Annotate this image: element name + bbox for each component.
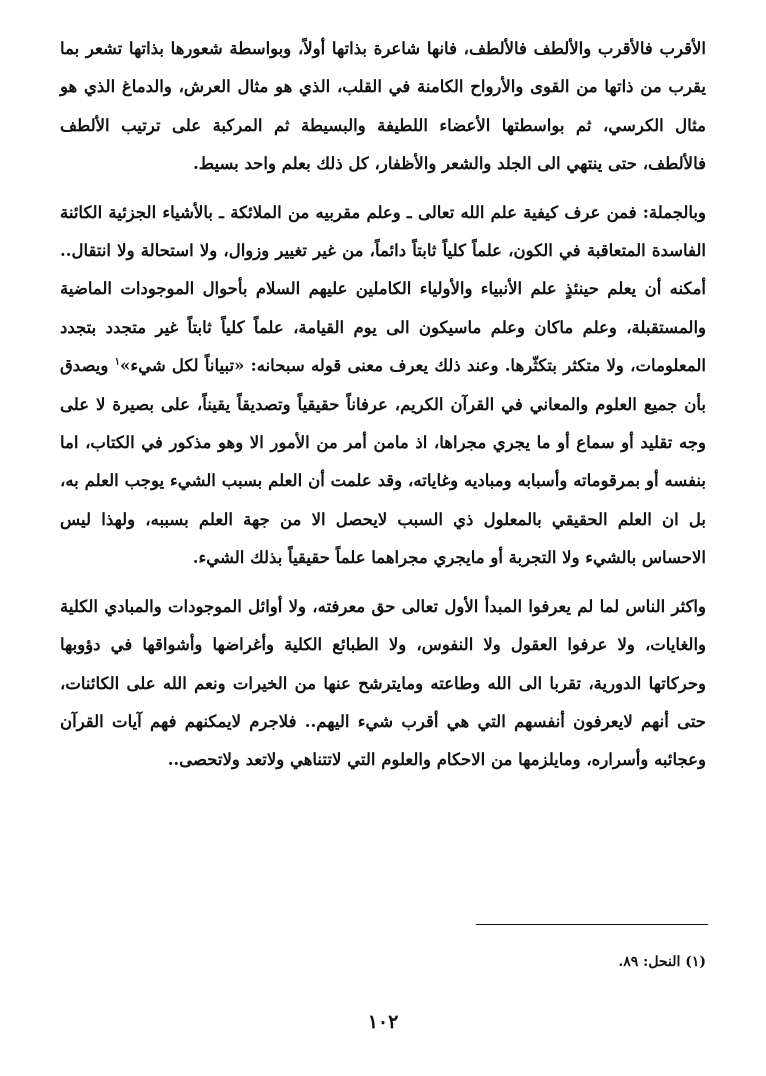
paragraph-2-continuation: ويصدق بأن جميع العلوم والمعاني في القرآن الكريم، عرفاناً حقيقياً وتصديقاً يقيناً، على بصيرة لا على وجه تقليد أو سماع أو ما يجري مجراها، اذ مامن أمر من الأمور الا وهو مذكور في الكتاب، اما بنفسه أو بمرقوماته وأسبابه ومباديه وغاياته، وقد علمت أن العلم بسبب الشيء يوجب العلم به، بل ان العلم الحقيقي بالمعلول ذي السبب لايحصل الا من جهة العلم بسببه، ولهذا ليس الاحساس بالشيء ولا التجربة أو مايجري مجراهما علماً حقيقياً بذلك الشيء.: [60, 356, 706, 568]
page-number: ١٠٢: [367, 1011, 399, 1033]
paragraph-3: واكثر الناس لما لم يعرفوا المبدأ الأول تعالى حق معرفته، ولا أوائل الموجودات والمبادي الكلية والغايات، ولا عرفوا العقول ولا النفوس، ولا الطبائع الكلية وأغراضها وأشواقها في دؤوبها وحركاتها الدورية، تقربا الى الله وطاعته ومايترشح عنها من الخيرات ونعم الله على الكائنات، حتى أنهم لايعرفون أنفسهم التي هي أقرب شيء اليهم.. فلاجرم لايمكنهم فهم آيات القرآن وعجائبه وأسراره، ومايلزمها من الاحكام والعلوم التي لاتتناهي ولاتعد ولاتحصى..: [60, 596, 706, 770]
footnote-divider: [476, 924, 708, 925]
footnote: (١) النحل: ٨٩.: [618, 954, 706, 970]
paragraph-2: [60, 194, 706, 578]
paragraph-1: الأقرب فالأقرب والألطف فالألطف، فانها شاعرة بذاتها أولاً، وبواسطة شعورها بذاتها تشعر بما يقرب من ذاتها من القوى والأرواح الكامنة في القلب، الذي هو مثال العرش، والدماغ الذي هو مثال الكرسي، ثم بواسطتها الأعضاء اللطيفة والبسيطة ثم المركبة على ترتيب الألطف فالألطف، حتى ينتهي الى الجلد والشعر والأظفار، كل ذلك بعلم واحد بسيط.: [60, 39, 706, 174]
paragraph-2-text: وبالجملة: فمن عرف كيفية علم الله تعالى ـ وعلم مقربيه من الملائكة ـ بالأشياء الجزئية الكائنة الفاسدة المتعاقبة في الكون، علماً كلياً ثابتاً دائماً، من غير تغيير وزوال، ولا استحالة ولا انتقال.. أمكنه أن يعلم حينئذٍ علم الأنبياء والأولياء الكاملين عليهم السلام بأحوال الموجودات الماضية والمستقبلة، وعلم ماكان وعلم ماسيكون الى يوم القيامة، علماً كلياً ثابتاً غير متجدد بتجدد المعلومات، ولا متكثر بتكثّرها. وعند ذلك يعرف معنى قوله سبحانه: «تبياناً لكل شيء»: [60, 202, 707, 376]
footnote-reference: ١: [114, 356, 120, 368]
page-body: [60, 30, 706, 780]
